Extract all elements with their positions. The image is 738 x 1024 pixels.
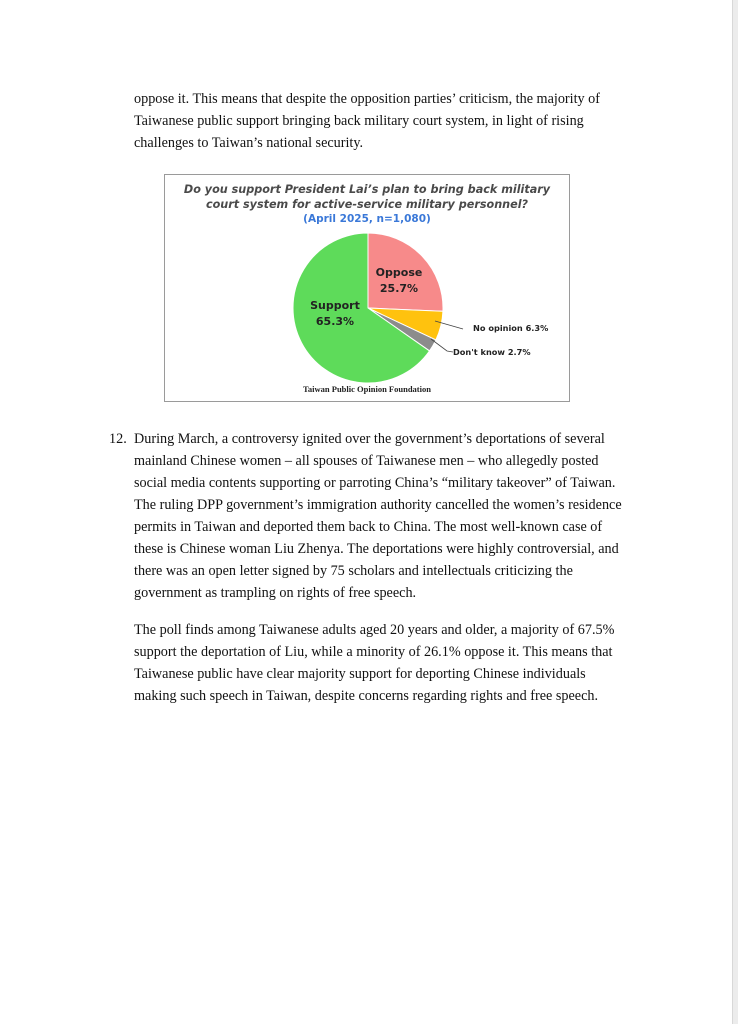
no-opinion-name: No opinion	[473, 323, 523, 333]
dont-know-name: Don't know	[453, 347, 505, 357]
oppose-name-label: Oppose	[375, 266, 423, 279]
list-item-number: 12.	[109, 431, 127, 447]
chart-title-line2: court system for active-service military personnel?	[205, 198, 529, 211]
dont-know-value: 2.7%	[507, 347, 531, 357]
poll-paragraph: The poll finds among Taiwanese adults aged 20 years and older, a majority of 67.5% support the deportation of Liu, while a minority of 26.1% oppose it. This means that Taiwanese public have clear majority support for deporting Chinese individuals making such speech in Taiwan, despite concerns regarding rights and free speech.	[134, 622, 615, 704]
intro-paragraph: oppose it. This means that despite the opposition parties’ criticism, the majority of Taiwanese public support bringing back military court system, in light of rising challenges to Taiwan’s national security.	[134, 91, 600, 151]
no-opinion-value: 6.3%	[525, 323, 549, 333]
list-item-12-text: During March, a controversy ignited over the government’s deportations of several mainland Chinese women – all spouses of Taiwanese men – who allegedly posted social media contents supporting or parroting China’s “military takeover” of Taiwan. The ruling DPP government’s immigration authority cancelled the women’s residence permits in Taiwan and deported them back to China. The most well-known case of these is Chinese woman Liu Zhenya. The deportations were highly controversial, and there was an open letter signed by 75 scholars and intellectuals criticizing the government as trampling on rights of free speech.	[134, 431, 622, 601]
dont-know-label	[453, 347, 531, 357]
pie-chart-figure	[164, 174, 570, 402]
list-item-12	[109, 428, 622, 604]
chart-title-line1: Do you support President Lai’s plan to bring back military	[183, 183, 551, 196]
support-value-label: 65.3%	[315, 315, 355, 328]
chart-subtitle: (April 2025, n=1,080)	[303, 213, 431, 225]
no-opinion-label	[473, 323, 548, 333]
support-name-label: Support	[310, 299, 360, 312]
pie-chart	[165, 175, 569, 401]
chart-source: Taiwan Public Opinion Foundation	[303, 384, 431, 394]
oppose-value-label: 25.7%	[379, 282, 419, 295]
